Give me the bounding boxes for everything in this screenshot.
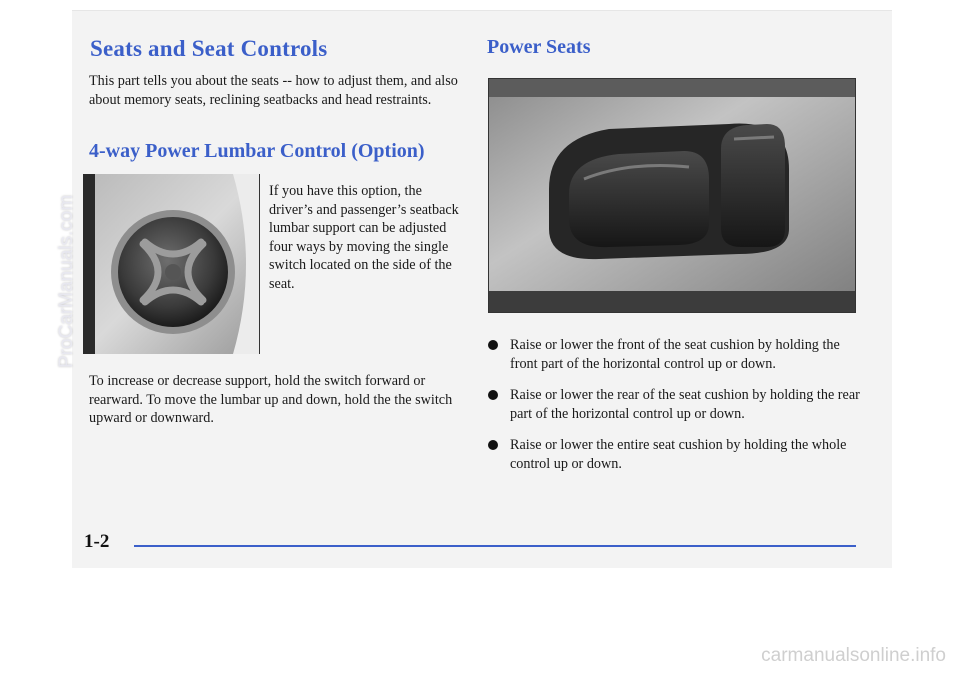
manual-page [72,10,892,568]
bullet-item [486,436,866,473]
bullet-text: Raise or lower the entire seat cushion by holding the whole control up or down. [510,437,847,472]
section-title: Seats and Seat Controls [90,36,328,61]
bullet-dot-icon [488,440,498,450]
bullet-text: Raise or lower the rear of the seat cushion by holding the rear part of the horizontal control up or down. [510,387,860,422]
power-seat-control-photo [488,78,856,313]
lumbar-switch-photo [83,174,260,354]
bullet-text: Raise or lower the front of the seat cushion by holding the front part of the horizontal control up or down. [510,337,840,372]
lumbar-subtitle: 4-way Power Lumbar Control (Option) [89,140,425,162]
power-seat-bullet-list [486,336,866,486]
bullet-dot-icon [488,340,498,350]
power-seats-title: Power Seats [487,36,591,58]
footer-rule [134,545,856,547]
lumbar-option-paragraph: If you have this option, the driver’s and passenger’s seatback lumbar support can be adjusted four ways by moving the single switch located on the side of the seat. [269,183,459,292]
support-adjust-paragraph: To increase or decrease support, hold the switch forward or rearward. To move the lumbar up and down, hold the the switch upward or downward. [89,373,453,426]
side-watermark: ProCarManuals.com [56,194,77,368]
top-border [72,10,892,11]
intro-paragraph: This part tells you about the seats -- how to adjust them, and also about memory seats, reclining seatbacks and head restraints. [89,73,458,108]
bottom-watermark: carmanualsonline.info [761,645,946,666]
bullet-dot-icon [488,390,498,400]
bullet-item [486,336,866,373]
bullet-item [486,386,866,423]
page-number: 1-2 [84,531,110,552]
